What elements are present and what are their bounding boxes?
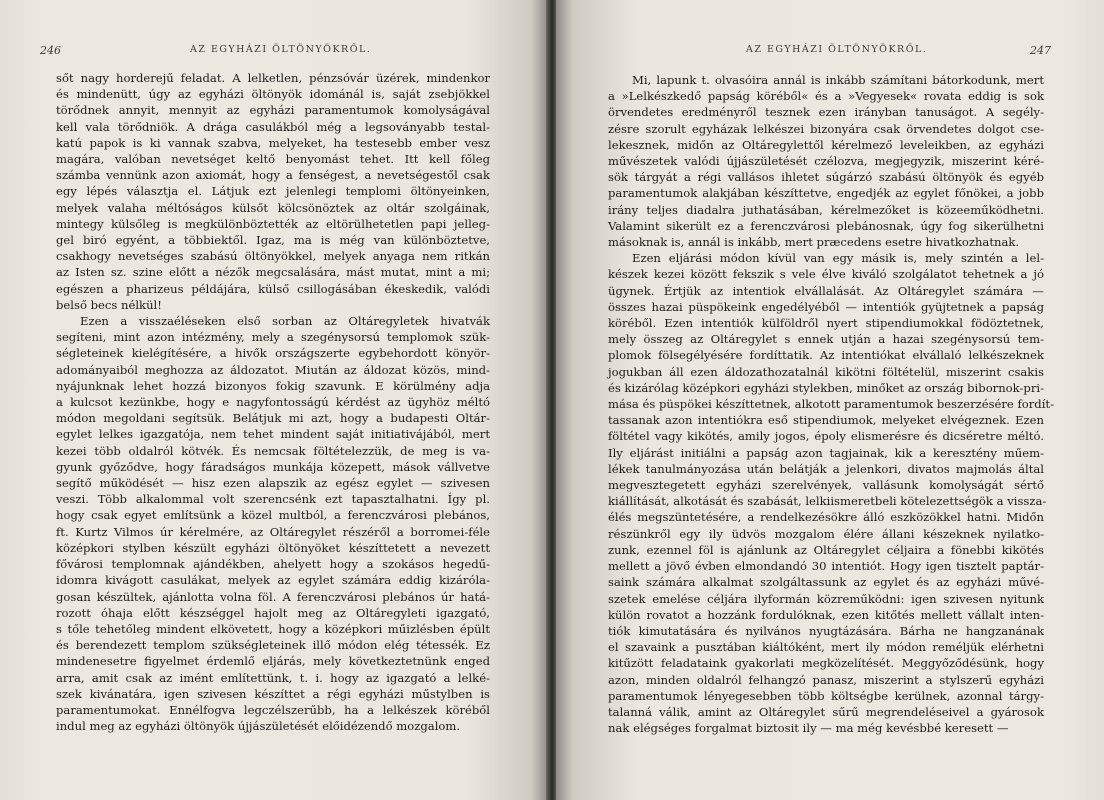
text-line: egylet lelkes igazgatója, nem tehet mindent saját initiativájából, mert	[56, 427, 490, 442]
text-line: összes hazai püspökeink engedélyéből — intentiók gyüjtetnek a papság	[608, 299, 1044, 314]
text-line: nak elégséges forgalmat biztosit ily — ma még kevésbbé keresett —	[608, 721, 1009, 736]
text-line: részünkről egy ily üdvös mozgalom élére állani készeknek nyilatko-	[608, 526, 1044, 541]
text-line: szek kivánatára, igen szivesen készíttet a régi egyházi műstylben is	[56, 686, 490, 701]
text-line: adományaiból meghozza az áldozatot. Miután az áldozat közös, mind-	[56, 362, 490, 377]
text-line: el szavaink a pusztában kiáltóként, mert ily módon reméljük elérhetni	[608, 640, 1044, 655]
text-line: a »Lelkészkedő papság köréből« és a »Vegyesek« rovata eddig is sok	[608, 89, 1044, 104]
text-line: lekesznek, midőn az Oltáregylettől kérelmező leveleikben, az egyházi	[608, 137, 1044, 152]
text-line: mellett a jövő évben elmondandó 30 intentiót. Hogy igen tisztelt paptár-	[608, 559, 1044, 574]
text-line: törődnek annyit, mennyit az egyházi paramentumok komolyságával	[56, 103, 490, 118]
text-line: paramentumok alakjában készíttetve, engedjék az egylet főnökei, a jobb	[608, 186, 1044, 201]
text-line: egészen a pharizeus példájára, külső csillogásában ékeskedik, valódi	[56, 281, 490, 296]
text-line: az Isten sz. szine előtt a nézők megcsalására, mást mutat, mint a mi;	[56, 265, 490, 280]
text-line: magára, valóban nevetséget keltő benyomást tehet. Itt kell főleg	[56, 152, 490, 167]
text-line: jogukban áll ezen áldozathozatalnál kikötni föltételül, miszerint csakis	[608, 364, 1044, 379]
text-line: ft. Kurtz Vilmos úr kérelmére, az Oltáregylet részéről a borromei-féle	[56, 524, 490, 539]
right-page	[556, 0, 1104, 800]
text-line: köréből. Ezen intentiók külföldről nyert stipendiumokkal födöztetnek,	[608, 316, 1044, 331]
text-line: fővárosi templomnak ajándékben, ahelyett hogy a szokásos hegedű-	[56, 557, 490, 572]
text-line: csakhogy nevetséges szabású öltönyökkel, melyek anyaga nem ritkán	[56, 249, 490, 264]
text-line: Mi, lapunk t. olvasóira annál is inkább számítani bátorkodunk, mert	[632, 73, 1044, 87]
text-line: készek kezei között fekszik s vele élve kiváló szolgálatot tehetnek a jó	[608, 267, 1044, 282]
text-line: lékek tanulmányozása után belátják a jelenkori, divatos majmolás által	[608, 461, 1044, 476]
text-line: tiók kimutatására és nyilvános nyugtázására. Bárha ne hangzanának	[608, 623, 1044, 638]
text-line: kell vala törődniök. A drága casulákból még a legsoványabb testal-	[56, 119, 490, 134]
text-line: gel biró egyént, a többiektől. Igaz, ma is még van különböztetve,	[56, 233, 490, 248]
text-line: paramentumok lényegesebben több költségbe kerülnek, azonnal tárgy-	[608, 688, 1044, 703]
text-line: örvendetes eredményről tesznek ezen irányban tanuságot. A segély-	[608, 105, 1044, 120]
text-line: mintegy külsőleg is megkülönböztették az eltörülhetetlen papi jelleg-	[56, 216, 490, 231]
text-line: hogy csak egyet említsünk a közel multból, a ferenczvárosi plebános,	[56, 508, 490, 523]
page-number-right: 247	[1030, 44, 1051, 57]
text-line: melyek valaha méltóságos külsőt kölcsönöztek az oltár szolgáinak,	[56, 200, 490, 215]
text-line: szetek emelése céljára ilyformán közreműködni: igen szivesen nyitunk	[608, 591, 1044, 606]
text-line: segítő működését — hisz ezen alapszik az egész egylet — szivesen	[56, 476, 490, 491]
text-line: sőt nagy horderejű feladat. A lelketlen, pénzsóvár üzérek, mindenkor	[56, 71, 490, 85]
left-page-text	[56, 70, 490, 734]
page-number-left: 246	[40, 44, 61, 57]
running-head-right: AZ EGYHÁZI ÖLTÖNYÖKRŐL.	[746, 44, 928, 55]
text-line: ségleteinek kielégítésére, a hivők országszerte egybehordott könyör-	[56, 346, 490, 361]
text-line: kezei több oldalról kötvék. És nemcsak föltételezzük, de meg is va-	[56, 443, 490, 458]
text-line: és kizárólag középkori egyházi stylekben, minőket az ország bibornok-pri-	[608, 380, 1044, 395]
text-line: zésre szorult egyházak lelkészei bizonyára csak örvendetes dolgot cse-	[608, 121, 1044, 136]
text-line: élés megszüntetésére, a rendelkezésökre álló eszközökkel hatni. Midőn	[608, 510, 1044, 525]
text-line: külön rovatot a hozzánk fordulóknak, ezen kitőtés mellett vállalt inten-	[608, 607, 1044, 622]
text-line: tassanak azon intentiókra eső stipendiumok, melyeket elvégeznek. Ezen	[608, 413, 1044, 428]
text-line: arra, amit csak az imént említettünk, t. i. hogy az igazgató a lelké-	[56, 670, 490, 685]
text-line: egy lépés választja el. Látjuk ezt jelenlegi templomi öltönyeinken,	[56, 184, 490, 199]
text-line: gyunk győződve, hogy fáradságos munkája közepett, mások vállvetve	[56, 459, 490, 474]
text-line: középkori stylben készült egyházi öltönyöket készíttetett a nevezett	[56, 540, 490, 555]
text-line: és berendezett templom szükségleteinek illő módon elég tétessék. Ez	[56, 638, 490, 653]
text-line: idomra kivágott casulákat, melyek az egylet számára eddig kizáróla-	[56, 573, 490, 588]
text-line: kitűzött feladataink gyakorlati megközelítését. Meggyőződésünk, hogy	[608, 656, 1044, 671]
text-line: belső becs nélkül!	[56, 297, 162, 312]
text-line: irány teljes diadalra juthatásában, kérelmezőket is közeeműködhetni.	[608, 202, 1044, 217]
text-line: mely összeg az Oltáregylet s ennek utján a hazai szegénysorsú tem-	[608, 332, 1044, 347]
running-head-left: AZ EGYHÁZI ÖLTÖNYÖKRŐL.	[190, 44, 372, 55]
text-line: mindenesetre figyelmet érdemlő eljárás, mely következtetnünk enged	[56, 654, 490, 669]
text-line: nyájunknak lehet hozzá bizonyos fokig szavunk. E körülmény adja	[56, 378, 490, 393]
text-line: segíteni, mint azon intézmény, mely a szegénysorsú templomok szük-	[56, 330, 490, 345]
right-page-text	[608, 72, 1055, 736]
text-line: talanná válik, amint az Oltáregylet sűrű megrendeléseivel a gyárosok	[608, 704, 1044, 719]
text-line: katú papok is ki vannak szabva, melyeket, ha testesebb ember vesz	[56, 135, 490, 150]
text-line: ügynek. Értjük az intentiok elvállalását. Az Oltáregylet számára —	[608, 283, 1044, 298]
text-line: másoknak is, annál is inkább, mert præcedens esetre hivatkozhatnak.	[608, 235, 1020, 250]
text-line: megvesztegetett egyházi szerelvények, vallásunk komolyságát sértő	[608, 478, 1044, 493]
text-line: saink számára alkalmat szolgáltassunk az egylet és az egyházi művé-	[608, 575, 1044, 590]
text-line: módon megoldani segítsük. Belátjuk mi azt, hogy a budapesti Oltár-	[56, 411, 490, 426]
text-line: számba vennünk azon axiomát, hogy a fenségest, a nevetségestől csak	[56, 168, 490, 183]
text-line: mása és püspökei készíttetnek, alkotott paramentumok beszerzésére fordít-	[608, 397, 1055, 412]
text-line: és mindenütt, úgy az egyházi öltönyök idománál is, saját zsebjökkel	[56, 87, 490, 102]
text-line: művészetek valódi újjászületését czélozva, megjegyzik, miszerint kéré-	[608, 154, 1044, 169]
text-line: azon, minden oldalról felhangzó panasz, miszerint a stylszerű egyházi	[608, 672, 1044, 687]
text-line: kiállítását, alkotását és szabását, lelkiismeretbeli kötelezettségök a vissza-	[608, 494, 1047, 509]
text-line: Ily eljárást initiálni a papság azon tagjainak, kik a keresztény műem-	[608, 445, 1044, 460]
text-line: Ezen eljárási módon kívül van egy másik is, mely szintén a lel-	[632, 251, 1044, 266]
text-line: plomok fölsegélyésére fordíttatik. Az intentiókat elvállaló lelkészeknek	[608, 348, 1044, 363]
text-line: sök tárgyát a régi vallásos ihletet súgárzó szabású öltönyök és egyéb	[608, 170, 1044, 185]
text-line: paramentumokat. Ennélfogva legczélszerűbb, ha a lelkészek köréből	[56, 702, 490, 717]
text-line: zunk, ezennel föl is ajánlunk az Oltáregylet céljaira a fönebbi kikötés	[608, 542, 1044, 557]
text-line: gosan készültek, ajánlotta volna föl. A ferenczvárosi plebános úr hatá-	[56, 589, 490, 604]
left-page	[0, 0, 548, 800]
text-line: rozott óhaja előtt készséggel hajolt meg az Oltáregyleti igazgató,	[56, 605, 490, 620]
text-line: föltétel vagy kikötés, amily jogos, époly elismerésre és dicséretre méltó.	[608, 429, 1044, 444]
text-line: Valamint sikerült ez a ferenczvárosi plebánosnak, úgy fog sikerülhetni	[608, 218, 1044, 233]
text-line: a kulcsot kezünkbe, hogy e nagyfontosságú kérdést az ügyhöz méltó	[56, 395, 490, 410]
text-line: Ezen a visszaéléseken első sorban az Oltáregyletek hivatvák	[80, 314, 490, 329]
text-line: indul meg az egyházi öltönyök újjászületését előidézendő mozgalom.	[56, 719, 461, 734]
text-line: s tőle tehetőleg mindent elkövetett, hogy a középkori műizlésben épült	[56, 621, 490, 636]
text-line: veszi. Több alkalommal volt szerencsénk ezt tapasztalhatni. Így pl.	[56, 492, 490, 507]
